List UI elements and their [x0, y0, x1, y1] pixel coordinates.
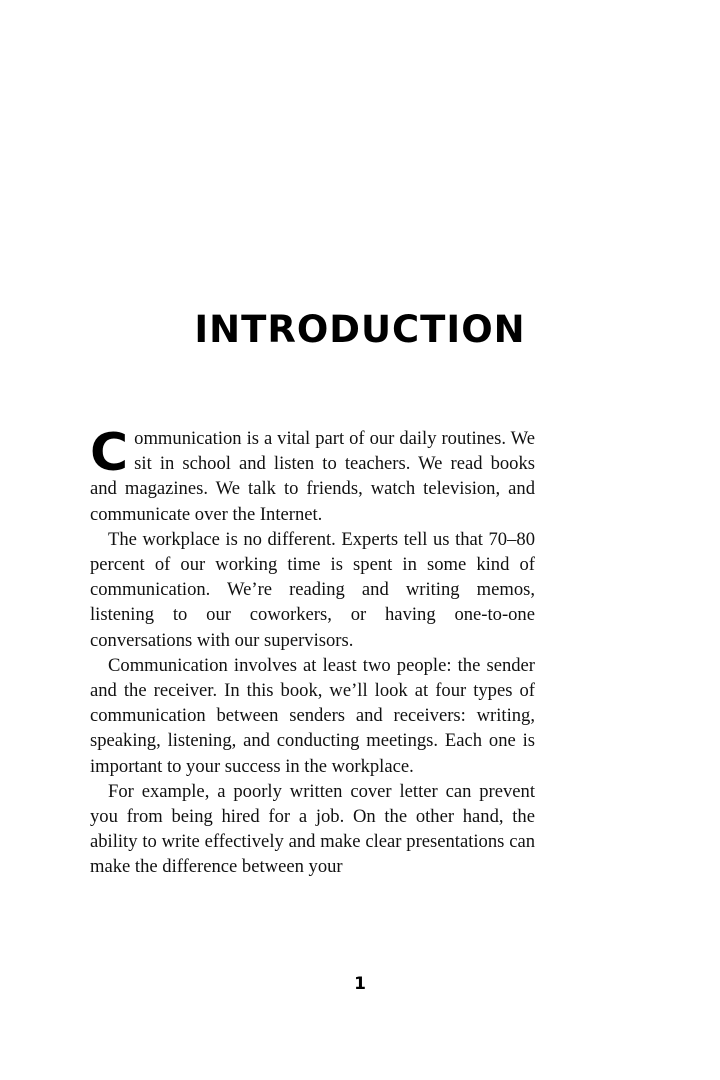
- paragraph-1: [90, 423, 535, 527]
- drop-cap: C: [90, 423, 129, 483]
- paragraph-4: For example, a poorly written cover letter can prevent you from being hired for a job. On the other hand, the ability to write effectively and make clear presentations can make the difference between your: [90, 780, 535, 878]
- body-text: [90, 423, 535, 880]
- paragraph-2: The workplace is no different. Experts tell us that 70–80 percent of our working time is spent in some kind of communication. We’re reading and writing memos, listening to our coworkers, or having one-to-one conversations with our supervisors.: [90, 528, 535, 651]
- paragraph-1-text: ommunication is a vital part of our daily routines. We sit in school and listen to teachers. We read books and magazines. We talk to friends, watch television, and communicate over the Internet.: [90, 428, 535, 525]
- page-number: 1: [354, 974, 366, 994]
- chapter-title: INTRODUCTION: [194, 308, 526, 351]
- paragraph-3: Communication involves at least two people: the sender and the receiver. In this book, we’ll look at four types of communication between senders and receivers: writing, speaking, listening, and conducting meetings. Each one is important to your success in the workplace.: [90, 654, 535, 777]
